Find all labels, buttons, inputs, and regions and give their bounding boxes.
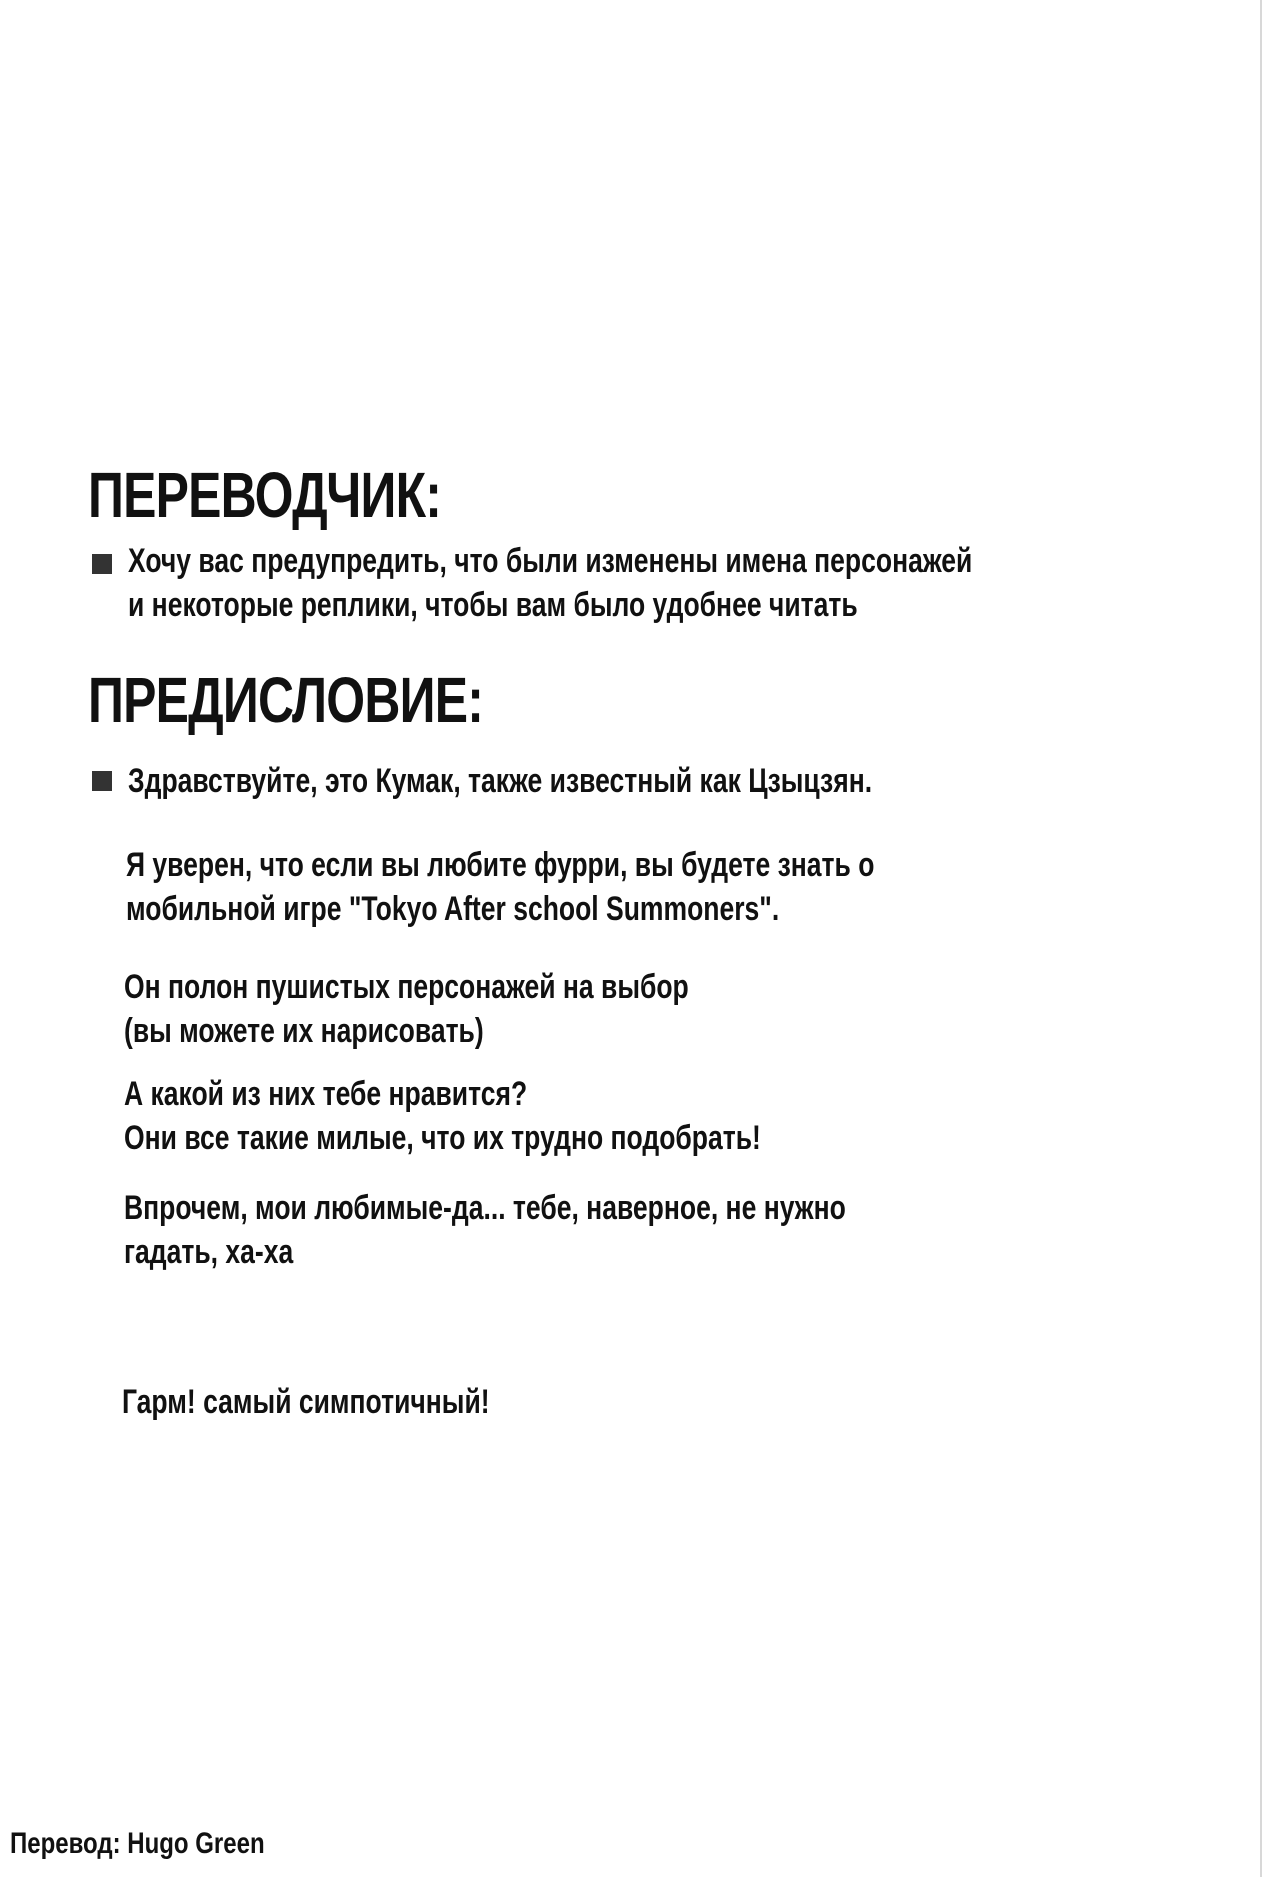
translator-heading: ПЕРЕВОДЧИК: [88,459,442,531]
page-edge [1260,0,1262,1877]
preface-paragraph-1-line2: мобильной игре "Tokyo After school Summoners". [126,890,780,928]
preface-paragraph-4 [124,1186,846,1274]
preface-paragraph-4-line2: гадать, ха-ха [124,1233,294,1271]
translation-credit: Перевод: Hugo Green [10,1827,265,1860]
preface-bullet-icon [92,771,112,791]
preface-paragraph-2-line1: Он полон пушистых персонажей на выбор [124,968,689,1006]
preface-paragraph-3-line2: Они все такие милые, что их трудно подобрать! [124,1119,761,1157]
preface-heading: ПРЕДИСЛОВИЕ: [88,664,484,736]
preface-paragraph-2-line2: (вы можете их нарисовать) [124,1012,484,1050]
translator-note [128,539,972,627]
preface-paragraph-3 [124,1072,761,1160]
preface-intro-line: Здравствуйте, это Кумак, также известный как Цзыцзян. [128,762,873,800]
preface-paragraph-4-line1: Впрочем, мои любимые-да... тебе, наверное, не нужно [124,1189,846,1227]
translator-bullet-icon [92,554,112,574]
preface-intro [128,759,872,803]
translator-note-line1: Хочу вас предупредить, что были изменены имена персонажей [128,542,973,580]
preface-paragraph-3-line1: А какой из них тебе нравится? [124,1075,528,1113]
translator-note-line2: и некоторые реплики, чтобы вам было удобнее читать [128,586,858,624]
preface-paragraph-2 [124,965,689,1053]
preface-paragraph-1 [126,843,874,931]
preface-paragraph-5 [122,1380,490,1424]
preface-paragraph-1-line1: Я уверен, что если вы любите фурри, вы будете знать о [126,846,875,884]
preface-paragraph-5-line: Гарм! самый симпотичный! [122,1383,490,1421]
